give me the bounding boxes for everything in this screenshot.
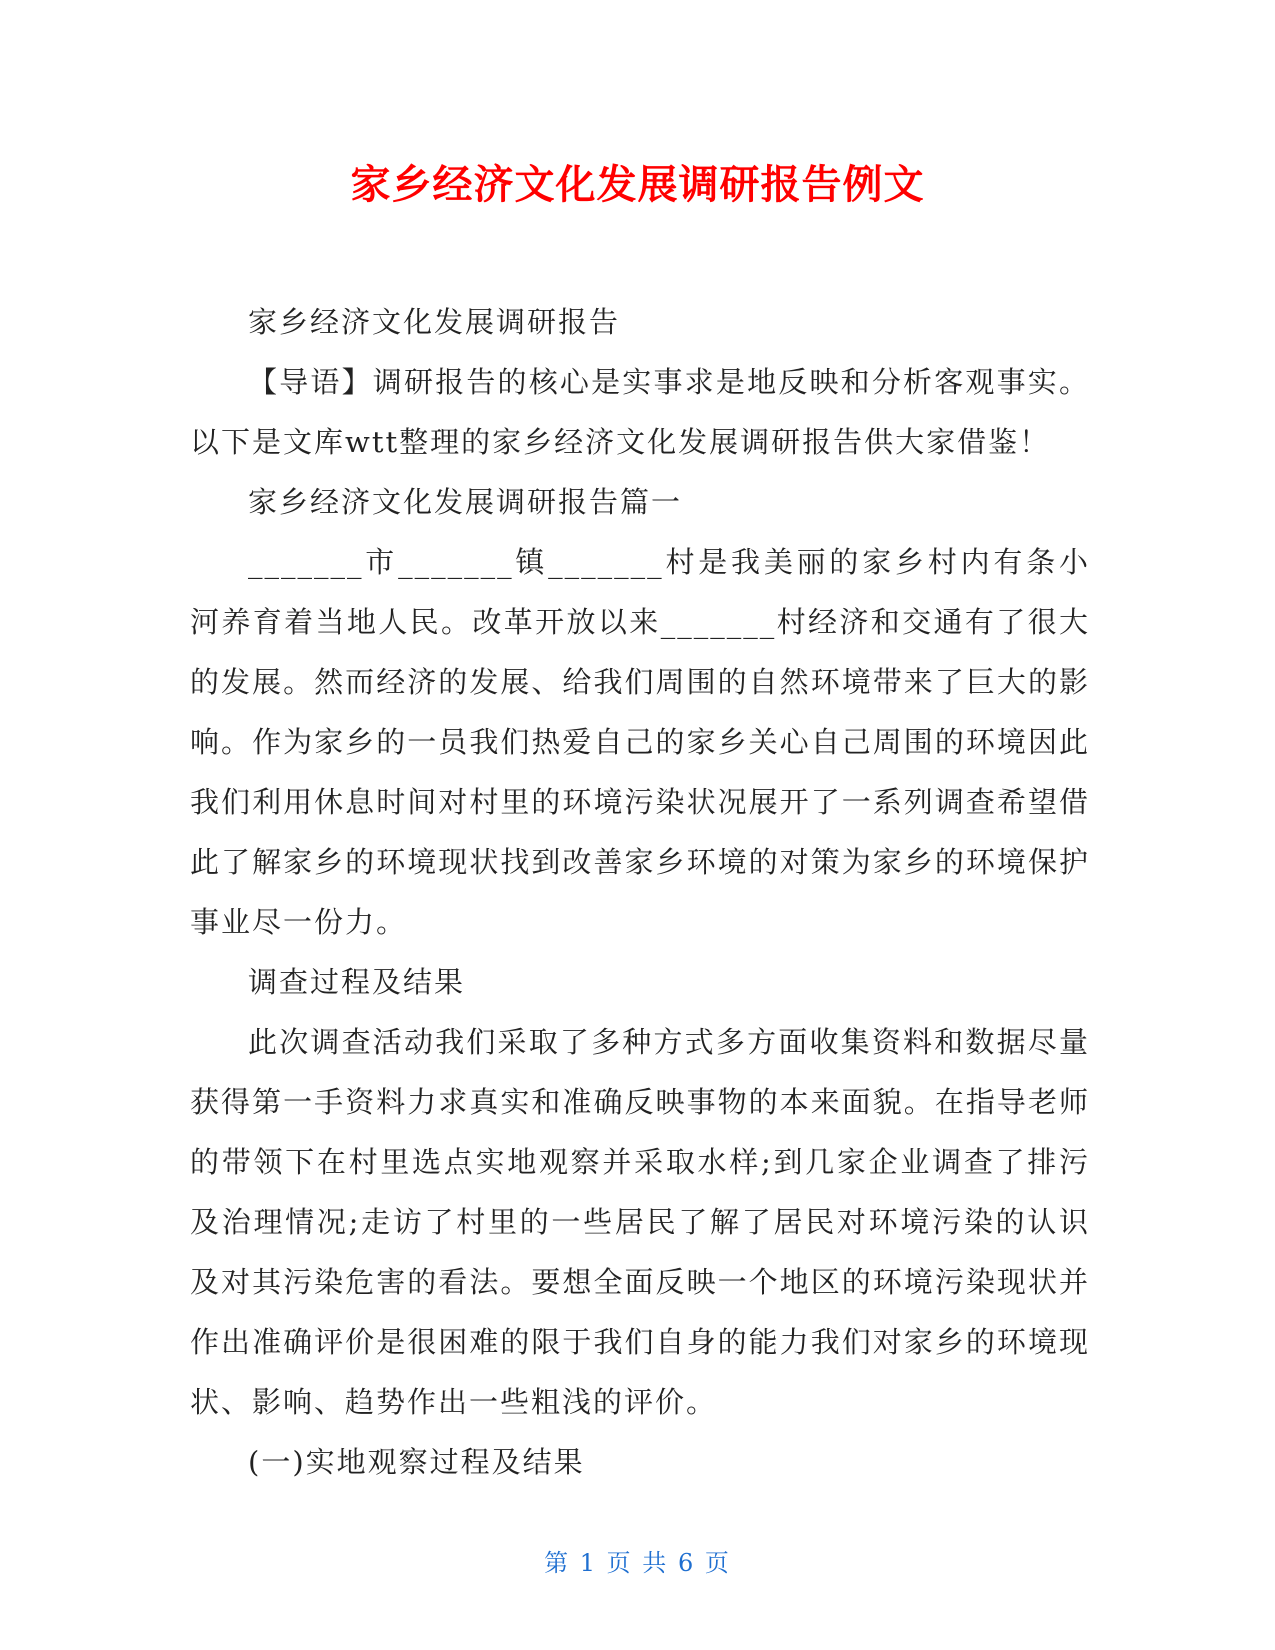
method-paragraph: 此次调查活动我们采取了多种方式多方面收集资料和数据尽量获得第一手资料力求真实和准确反映事物的本来面貌。在指导老师的带领下在村里选点实地观察并采取水样;到几家企业调查了排污及治理情况;走访了村里的一些居民了解了居民对环境污染的认识及对其污染危害的看法。要想全面反映一个地区的环境污染现状并作出准确评价是很困难的限于我们自身的能力我们对家乡的环境现状、影响、趋势作出一些粗浅的评价。 — [190, 1025, 1090, 1419]
background-paragraph: _______市_______镇_______村是我美丽的家乡村内有条小河养育着当地人民。改革开放以来_______村经济和交通有了很大的发展。然而经济的发展、给我们周围的自然环境带来了巨大的影响。作为家乡的一员我们热爱自己的家乡关心自己周围的环境因此我们利用休息时间对村里的环境污染状况展开了一系列调查希望借此了解家乡的环境现状找到改善家乡环境的对策为家乡的环境保护事业尽一份力。 — [190, 545, 1090, 939]
page-number-footer: 第 1 页 共 6 页 — [544, 1549, 731, 1577]
section-heading-part-one: 家乡经济文化发展调研报告篇一 — [248, 485, 683, 519]
report-heading: 家乡经济文化发展调研报告 — [248, 305, 621, 339]
subsection-heading-field-observation: (一)实地观察过程及结果 — [248, 1445, 585, 1479]
document-title: 家乡经济文化发展调研报告例文 — [350, 162, 925, 208]
section-heading-process-results: 调查过程及结果 — [248, 965, 466, 999]
document-body — [190, 292, 1090, 1492]
intro-paragraph: 【导语】调研报告的核心是实事求是地反映和分析客观事实。以下是文库wtt整理的家乡经济文化发展调研报告供大家借鉴！ — [190, 365, 1090, 459]
